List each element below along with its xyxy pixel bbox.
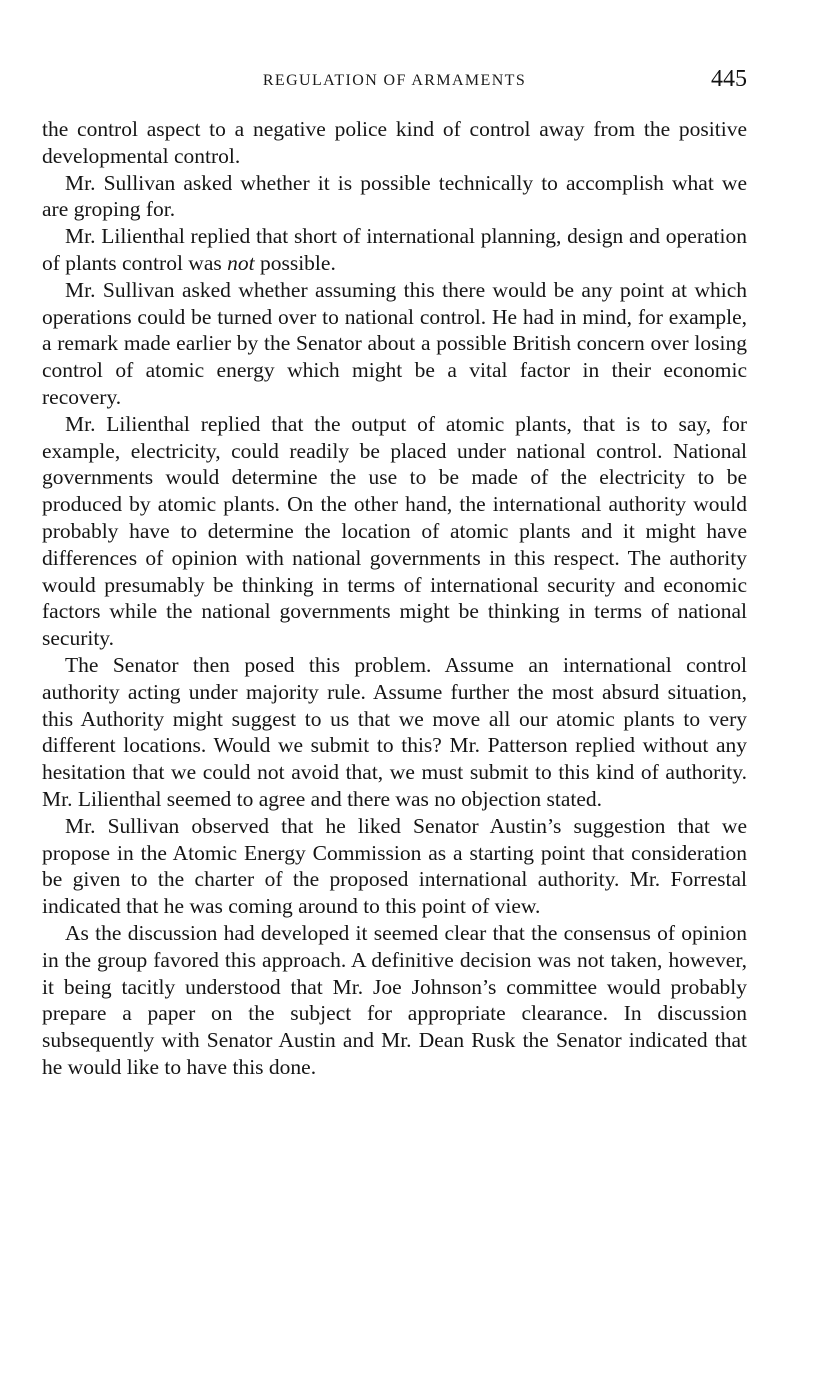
page-number: 445	[711, 66, 747, 92]
body-text	[42, 116, 747, 1081]
paragraph-sullivan-austin-suggestion: Mr. Sullivan observed that he liked Senator Austin’s suggestion that we propose in the Atomic Energy Commission as a starting point that consideration be given to the charter of the proposed international authority. Mr. Forrestal indicated that he was coming around to this point of view.	[42, 813, 747, 919]
paragraph-sullivan-national-control: Mr. Sullivan asked whether assuming this there would be any point at which operations could be turned over to national control. He had in mind, for example, a remark made earlier by the Senator about a possible British concern over losing control of atomic energy which might be a vital factor in their economic recovery.	[42, 277, 747, 409]
paragraph-text-after-emphasis: possible.	[254, 250, 336, 275]
emphasis-not: not	[227, 250, 255, 275]
paragraph-sullivan-question: Mr. Sullivan asked whether it is possible technically to accomplish what we are groping for.	[42, 170, 747, 222]
paragraph-lilienthal-reply-planning	[42, 223, 747, 277]
paragraph-consensus: As the discussion had developed it seemed clear that the consensus of opinion in the group favored this approach. A definitive decision was not taken, however, it being tacitly understood that Mr. Joe Johnson’s committee would probably prepare a paper on the subject for appropriate clearance. In discussion subsequently with Senator Austin and Mr. Dean Rusk the Senator indicated that he would like to have this done.	[42, 920, 747, 1079]
running-title: REGULATION OF ARMAMENTS	[262, 72, 527, 89]
paragraph-senator-problem: The Senator then posed this problem. Assume an international control authority acting under majority rule. Assume further the most absurd situation, this Authority might suggest to us that we move all our atomic plants to very different locations. Would we submit to this? Mr. Patterson replied without any hesitation that we could not avoid that, we must submit to this kind of authority. Mr. Lilienthal seemed to agree and there was no objection stated.	[42, 652, 747, 811]
paragraph-text-before-emphasis: Mr. Lilienthal replied that short of international planning, design and operation of plants control was	[42, 224, 747, 275]
paragraph-lilienthal-reply-output: Mr. Lilienthal replied that the output of atomic plants, that is to say, for example, electricity, could readily be placed under national control. National governments would determine the use to be made of the electricity to be produced by atomic plants. On the other hand, the international authority would probably have to determine the location of atomic plants and it might have differences of opinion with national governments in this respect. The authority would presumably be thinking in terms of international security and economic factors while the national governments might be thinking in terms of national security.	[42, 411, 747, 651]
running-header	[42, 64, 747, 100]
paragraph-continuation: the control aspect to a negative police kind of control away from the positive developmental control.	[42, 117, 747, 168]
